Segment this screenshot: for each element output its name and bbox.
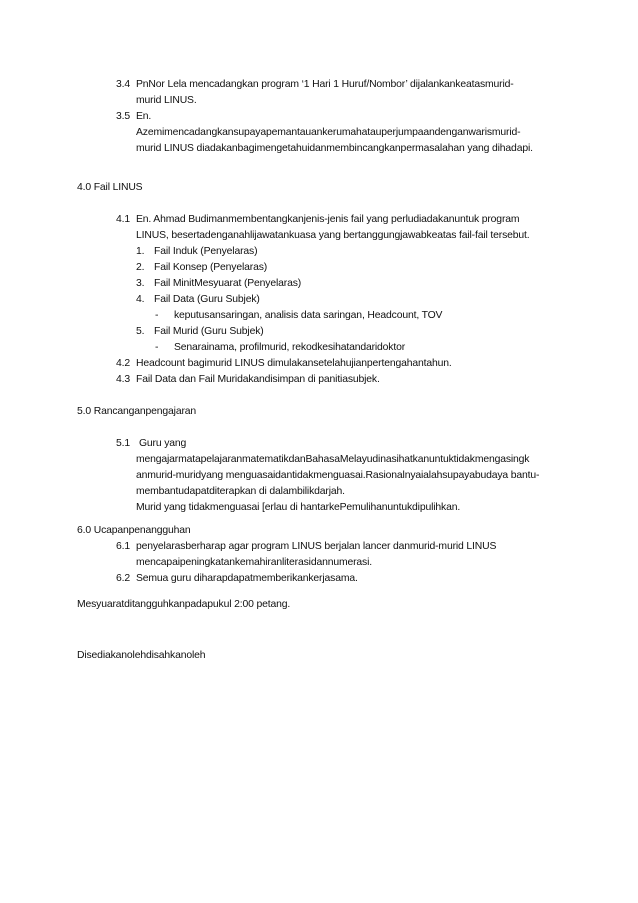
section-heading: 6.0 Ucapanpenangguhan [77,525,191,536]
list-item: Fail MinitMesyuarat (Penyelaras) [154,278,302,289]
list-item: Fail Induk (Penyelaras) [154,246,258,257]
list-item: Fail Data (Guru Subjek) [154,294,260,305]
list-number: 1. [136,246,145,257]
list-number: 3. [136,278,145,289]
item-text: Azemimencadangkansupayapemantauankerumahatauperjumpaandenganwarismurid- [136,127,521,138]
list-number: 4. [136,294,145,305]
item-text: murid LINUS. [136,95,197,106]
item-text: En. [136,111,152,122]
dash-bullet: - [155,310,159,321]
sub-list-item: keputusansaringan, analisis data saringan, Headcount, TOV [174,310,443,321]
item-text: Murid yang tidakmenguasai [erlau di hantarkePemulihanuntukdipulihkan. [136,502,461,513]
item-number: 3.4 [116,79,130,90]
item-text: En. Ahmad Budimanmembentangkanjenis-jenis fail yang perludiadakanuntuk program [136,214,520,225]
section-heading: 4.0 Fail LINUS [77,182,143,193]
sub-list-item: Senarainama, profilmurid, rekodkesihatandaridoktor [174,342,406,353]
item-text: Semua guru diharapdapatmemberikankerjasama. [136,573,358,584]
item-text: penyelarasberharap agar program LINUS berjalan lancer danmurid-murid LINUS [136,541,497,552]
item-number: 4.1 [116,214,130,225]
item-text: Fail Data dan Fail Muridakandisimpan di panitiasubjek. [136,374,380,385]
signature-label: Disediakanolehdisahkanoleh [77,650,206,661]
item-number: 6.1 [116,541,130,552]
item-number: 4.2 [116,358,130,369]
item-text: Guru yang [139,438,187,449]
item-number: 5.1 [116,438,130,449]
item-text: Headcount bagimurid LINUS dimulakansetelahujianpertengahantahun. [136,358,452,369]
item-text: mencapaipeningkatankemahiranliterasidannumerasi. [136,557,372,568]
item-text: membantudapatditerapkan di dalambilikdarjah. [136,486,345,497]
list-number: 2. [136,262,145,273]
item-text: anmurid-muridyang menguasaidantidakmenguasai.Rasionalnyaialahsupayabudaya bantu- [136,470,540,481]
item-text: mengajarmatapelajaranmatematikdanBahasaMelayudinasihatkanuntuktidakmengasingk [136,454,530,465]
item-text: LINUS, besertadenganahlijawatankuasa yang bertanggungjawabkeatas fail-fail tersebut. [136,230,530,241]
item-number: 3.5 [116,111,130,122]
section-heading: 5.0 Rancanganpengajaran [77,406,197,417]
item-number: 6.2 [116,573,130,584]
item-text: PnNor Lela mencadangkan program ‘1 Hari 1 Huruf/Nombor’ dijalankankeatasmurid- [136,79,514,90]
list-item: Fail Murid (Guru Subjek) [154,326,264,337]
item-number: 4.3 [116,374,130,385]
item-text: murid LINUS diadakanbagimengetahuidanmembincangkanpermasalahan yang dihadapi. [136,143,533,154]
list-number: 5. [136,326,145,337]
dash-bullet: - [155,342,159,353]
closing-statement: Mesyuaratditangguhkanpadapukul 2:00 petang. [77,599,291,610]
list-item: Fail Konsep (Penyelaras) [154,262,268,273]
